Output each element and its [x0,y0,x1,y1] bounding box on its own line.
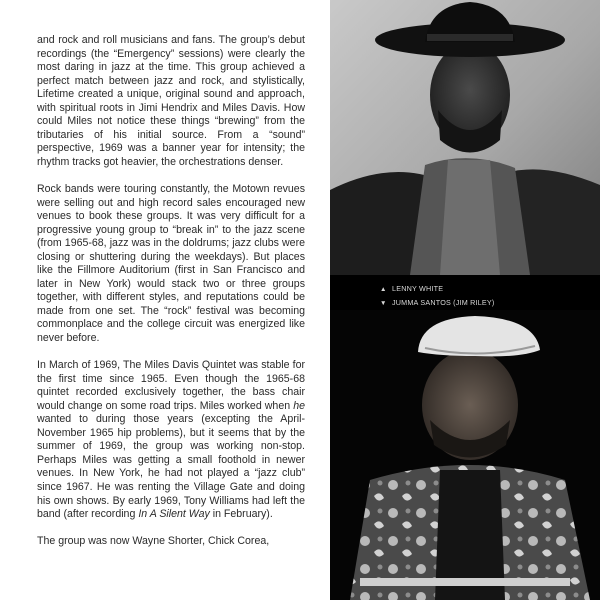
body-text-column [37,34,305,562]
caption-down-arrow-icon: ▼ [380,299,387,307]
paragraph-3-part-c: in February). [212,508,273,521]
emphasis-he: he [293,399,305,412]
paragraph-3-part-b: wanted to during those years (excepting the April-November 1965 hip problems), but it seems that by the summer of 1969, the group was working non-stop. Perhaps Miles was getting a small foothold in newer venues. In New York, he had not played a “jazz club” since 1967. He was renting the Village Gate and doing his own shows. By early 1969, Tony Williams had left the band (after recording [37,413,305,521]
photo-column [330,0,600,600]
photo-lenny-white [330,0,600,275]
paragraph-2: Rock bands were touring constantly, the Motown revues were selling out and high record sales encouraged new venues to book these groups. It was very difficult for a progressive young group to “break in” to the jazz scene (from 1965-68, jazz was in the doldrums; jazz clubs were closing or shuttering during the weekdays). But places like the Fillmore Auditorium (first in San Francisco and later in New York) would stack two or three groups together, with different styles, and reputations could be made from one set. The “rock” festival was becoming commonplace and the college circuit was energized like never before. [37,182,305,344]
paragraph-3 [37,359,305,522]
caption-line-lenny-white [380,283,495,297]
caption-up-arrow-icon: ▲ [380,286,387,293]
paragraph-4: The group was now Wayne Shorter, Chick Corea, [37,535,270,548]
paragraph-1: and rock and roll musicians and fans. The group’s debut recordings (the “Emergency” sessions) were clearly the most daring in jazz at the time. This group achieved a perfect match between jazz and rock, and stylistically, Lifetime created a unique, original sound and approach, with spiritual roots in Jimi Hendrix and Miles Davis. How could Miles not notice these things “brewing” from the tributaries of his initial source. From a “sound” perspective, 1969 was a banner year for intensity; the rhythm tracks got heavier, the orchestrations denser. [37,34,305,168]
caption-text-lenny-white: LENNY WHITE [392,284,444,293]
paragraph-3-part-a: In March of 1969, The Miles Davis Quintet was stable for the first time since 1965. Even though the 1965-68 quintet recorded exclusively together, the bass chair would change on some road trips. Miles worked when [37,359,305,412]
caption-line-jumma-santos [380,297,495,311]
emphasis-album-title: In A Silent Way [138,508,210,521]
photo-caption [380,283,495,310]
caption-text-jumma-santos: JUMMA SANTOS (JIM RILEY) [392,297,495,307]
photo-jumma-santos [330,310,600,600]
